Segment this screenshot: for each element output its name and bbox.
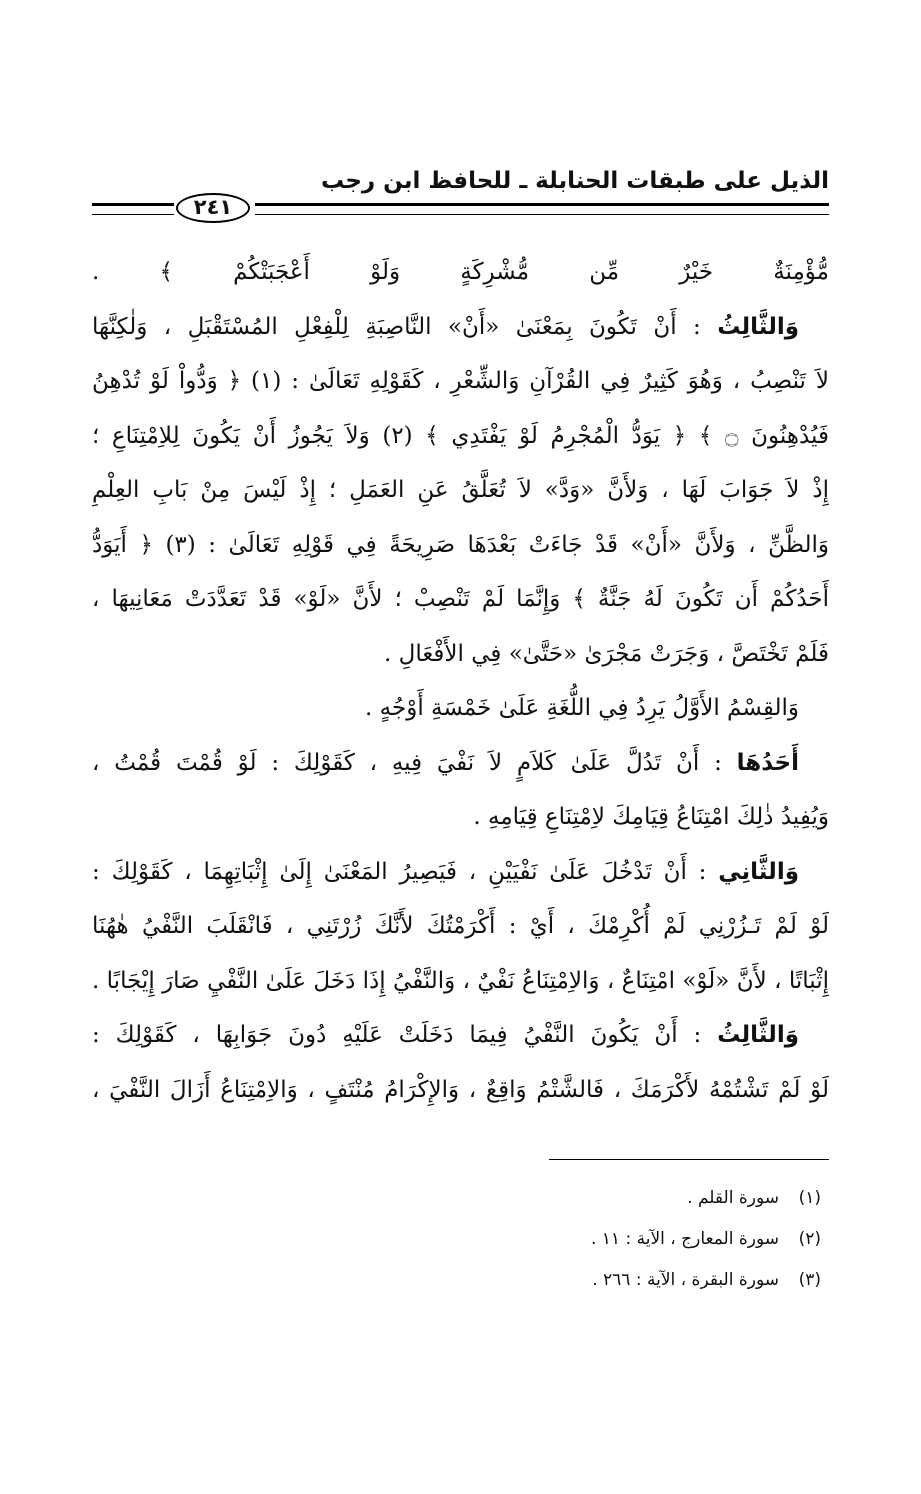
- footnote-item: [101, 1260, 821, 1301]
- paragraph-lead: أَحَدُهَا: [736, 749, 799, 776]
- text-line: [92, 300, 829, 355]
- running-header-title: الذيل على طبقات الحنابلة ـ للحافظ ابن رجب: [320, 168, 829, 194]
- text-line: [92, 518, 829, 573]
- line-text: : أَنْ تَدُلَّ عَلَىٰ كَلاَمٍ لاَ نَفْيَ فِيهِ ، كَقَوْلِكَ : لَوْ قُمْتَ قُمْتُ ،: [92, 749, 722, 776]
- footnote-number: (٣): [798, 1270, 821, 1290]
- header-rule-left: [92, 203, 174, 215]
- line-text: فَلَمْ تَخْتَصَّ ، وَجَرَتْ مَجْرَىٰ «حَتَّىٰ» فِي الأَفْعَالِ .: [384, 640, 829, 667]
- line-text: وَالقِسْمُ الأَوَّلُ يَرِدُ فِي اللُّغَةِ عَلَىٰ خَمْسَةِ أَوْجُهٍ .: [365, 695, 799, 721]
- text-line: [92, 463, 829, 518]
- text-line: [92, 954, 829, 1009]
- footnote-number: (٢): [798, 1229, 821, 1249]
- line-text: إِثْبَاتًا ، لأَنَّ «لَوْ» امْتِنَاعٌ ، وَالاِمْتِنَاعُ نَفْيٌ ، وَالنَّفْيُ إِذَا دَخَلَ عَلَىٰ النَّفْيِ صَارَ إِيْجَابًا .: [92, 967, 829, 994]
- text-line: [92, 736, 829, 791]
- main-text: [92, 245, 829, 1117]
- line-text: لَوْ لَمْ تَـزُرْنِي لَمْ أُكْرِمْكَ ، أَيْ : أَكْرَمْتُكَ لأَنَّكَ زُرْتَنِي ، فَانْقَلَبَ النَّفْيُ هٰهُنَا: [92, 913, 829, 939]
- text-line: [92, 627, 829, 682]
- text-line: [92, 1008, 829, 1063]
- text-line: [92, 354, 829, 409]
- line-text: وَالظَّنِّ ، وَلأَنَّ «أَنْ» قَدْ جَاءَتْ بَعْدَهَا صَرِيحَةً فِي قَوْلِهِ تَعَالَىٰ : (٣) ﴿ أَيَوَدُّ: [92, 531, 829, 558]
- text-line: [92, 1063, 829, 1118]
- footnote-text: سورة البقرة ، الآية : ٢٦٦ .: [592, 1270, 779, 1290]
- footnote-text: سورة المعارج ، الآية : ١١ .: [590, 1229, 779, 1249]
- page-number-badge: ٢٤١: [176, 193, 250, 223]
- text-line: [92, 245, 829, 300]
- line-text: إِذْ لاَ جَوَابَ لَهَا ، وَلأَنَّ «وَدَّ» لاَ تُعَلَّقُ عَنِ العَمَلِ ؛ إِذْ لَيْسَ مِنْ بَابِ العِلْمِ: [92, 477, 829, 503]
- line-text: : أَنْ يَكُونَ النَّفْيُ فِيمَا دَخَلَتْ عَلَيْهِ دُونَ جَوَابِهَا ، كَقَوْلِكَ :: [92, 1022, 702, 1048]
- text-line: [92, 790, 829, 845]
- line-text: فَيُدْهِنُونَ ۝ ﴾ ﴿ يَوَدُّ الْمُجْرِمُ لَوْ يَفْتَدِي ﴾ (٢) وَلاَ يَجُوزُ أَنْ يَكُونَ لِلاِمْتِنَاعِ ؛: [92, 422, 829, 449]
- paragraph-lead: وَالثَّالِثُ: [717, 1022, 799, 1048]
- footnote-separator: [549, 1159, 829, 1160]
- footnote-item: [101, 1178, 821, 1219]
- line-text: : أَنْ تَكُونَ بِمَعْنَىٰ «أَنْ» النَّاصِبَةِ لِلْفِعْلِ المُسْتَقْبَلِ ، وَلٰكِنَّهَا: [92, 313, 701, 340]
- footnote-number: (١): [798, 1188, 821, 1208]
- footnote-text: سورة القلم .: [687, 1188, 779, 1208]
- line-text: : أَنْ تَدْخُلَ عَلَىٰ نَفْيَيْنِ ، فَيَصِيرُ المَعْنَىٰ إِلَىٰ إِثْبَاتِهِمَا ، كَقَوْلِكَ :: [92, 858, 707, 885]
- line-text: لاَ تَنْصِبُ ، وَهُوَ كَثِيرٌ فِي القُرْآنِ وَالشِّعْرِ ، كَقَوْلِهِ تَعَالَىٰ : (١) ﴿ وَدُّواْ لَوْ تُدْهِنُ: [92, 368, 829, 394]
- text-line: [92, 409, 829, 464]
- line-text: لَوْ لَمْ تَشْتُمْهُ لأَكْرَمَكَ ، فَالشَّتْمُ وَاقِعٌ ، وَالإِكْرَامُ مُنْتَفٍ ، وَالاِمْتِنَاعُ أَزَالَ النَّفْيَ ،: [92, 1076, 829, 1103]
- text-line: [92, 845, 829, 900]
- line-text: وَيُفِيدُ ذٰلِكَ امْتِنَاعُ قِيَامِكَ لاِمْتِنَاعِ قِيَامِهِ .: [473, 804, 829, 830]
- text-line: [92, 899, 829, 954]
- header-rule-right: [255, 203, 829, 215]
- paragraph-lead: وَالثَّانِي: [718, 858, 799, 885]
- line-text: أَحَدُكُمْ أَن تَكُونَ لَهُ جَنَّةٌ ﴾ وَإِنَّمَا لَمْ تَنْصِبْ ؛ لأَنَّ «لَوْ» قَدْ تَعَدَّدَتْ مَعَانِيهَا ،: [92, 586, 829, 612]
- paragraph-lead: وَالثَّالِثُ: [717, 313, 800, 340]
- footnotes: [101, 1178, 821, 1301]
- line-text: مُّؤْمِنَةٌ خَيْرٌ مِّن مُّشْرِكَةٍ وَلَوْ أَعْجَبَتْكُمْ ﴾ .: [92, 259, 829, 285]
- text-line: [92, 681, 829, 736]
- text-line: [92, 572, 829, 627]
- footnote-item: [101, 1219, 821, 1260]
